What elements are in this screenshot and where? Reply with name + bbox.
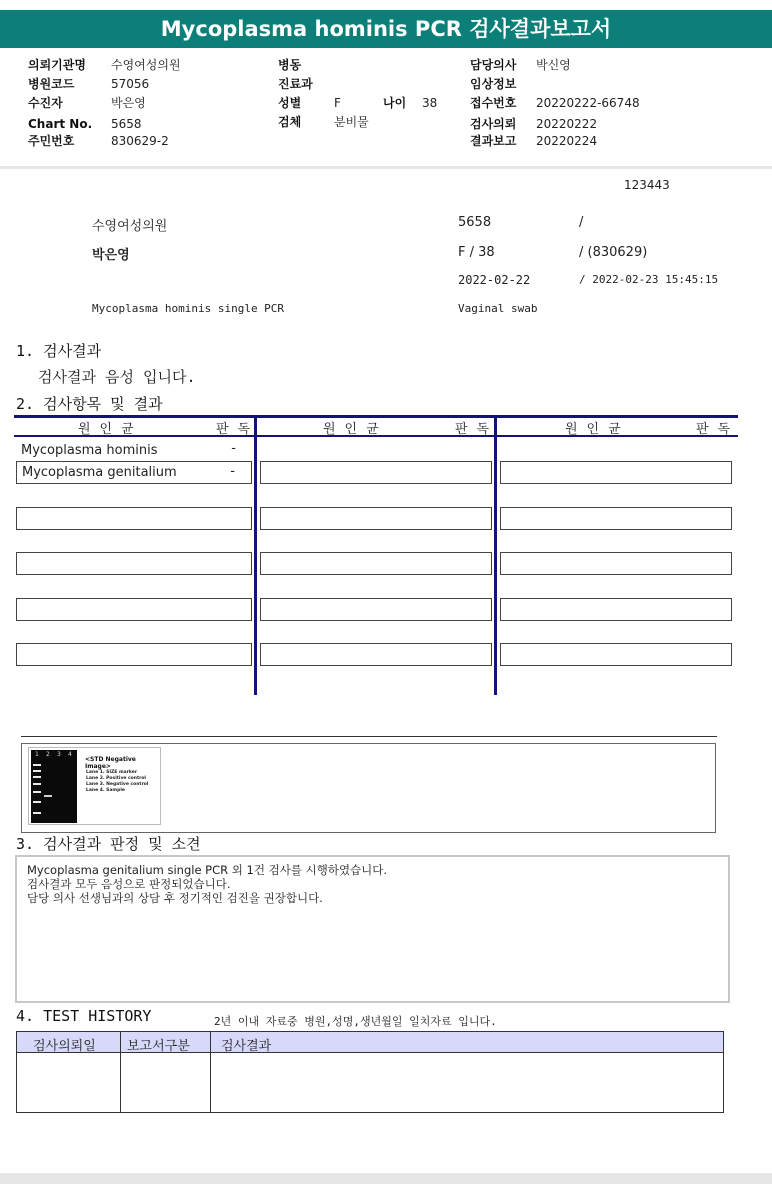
section1-title: 1. 검사결과 [16, 342, 102, 360]
gel-legend-item: Lane 3. Negative control [86, 782, 149, 787]
section3-title: 3. 검사결과 판정 및 소견 [16, 835, 201, 853]
empty-result-cell [260, 598, 492, 621]
empty-result-cell [260, 461, 492, 484]
section4-title: 4. TEST HISTORY [16, 1007, 152, 1025]
info-slash: / [579, 215, 584, 230]
lane-number: 2 [46, 751, 50, 758]
header-label-specimen: 검체 [278, 115, 302, 129]
header-label-clinical-info: 임상정보 [470, 77, 517, 91]
info-report-datetime: / 2022-02-23 15:45:15 [579, 273, 719, 286]
marker-band [33, 770, 41, 772]
header-label-doctor: 담당의사 [470, 58, 517, 72]
opinion-line: 담당 의사 선생님과의 상담 후 정기적인 검진을 권장합니다. [27, 891, 323, 905]
gel-electrophoresis-image [31, 750, 77, 823]
positive-control-band [44, 795, 52, 797]
history-column-divider [120, 1032, 121, 1112]
pathogen-name: Mycoplasma hominis [21, 443, 158, 458]
section2-title: 2. 검사항목 및 결과 [16, 395, 163, 413]
header-value-patient: 박은영 [111, 96, 146, 110]
result-row [16, 440, 252, 462]
lane-number: 1 [35, 751, 39, 758]
empty-result-cell [16, 598, 252, 621]
history-col-result: 검사결과 [221, 1039, 272, 1054]
column-divider-1 [254, 415, 257, 695]
info-chart-no: 5658 [458, 215, 492, 230]
marker-band [33, 801, 41, 803]
header-label-receipt-no: 접수번호 [470, 96, 517, 110]
lane-number: 3 [57, 751, 61, 758]
empty-result-cell [500, 598, 732, 621]
empty-result-cell [16, 643, 252, 666]
info-specimen: Vaginal swab [458, 302, 538, 315]
info-test-name: Mycoplasma hominis single PCR [92, 302, 285, 315]
header-value-age: 38 [422, 96, 438, 110]
header-label-ward: 병동 [278, 58, 302, 72]
header-label-report-date: 결과보고 [470, 134, 517, 148]
header-value-chart-no: 5658 [111, 117, 142, 131]
col-header-pathogen-2: 원인균 [323, 422, 388, 437]
header-value-request-date: 20220222 [536, 117, 598, 131]
gel-legend-item: Lane 2. Positive control [86, 776, 146, 781]
empty-result-cell [16, 552, 252, 575]
empty-result-cell [260, 507, 492, 530]
history-table [16, 1031, 724, 1113]
opinion-line: 검사결과 모두 음성으로 판정되었습니다. [27, 877, 231, 891]
gel-legend-item: Lane 1. SIZE marker [86, 770, 138, 775]
header-label-hospital-code: 병원코드 [28, 77, 75, 91]
gel-divider [21, 736, 717, 737]
empty-result-cell [500, 507, 732, 530]
header-value-clinic: 수영여성의원 [111, 58, 181, 72]
info-request-date: 2022-02-22 [458, 273, 531, 287]
marker-band [33, 776, 41, 778]
header-label-chart-no: Chart No. [28, 117, 93, 131]
col-header-pathogen-1: 원인균 [78, 422, 143, 437]
info-sex-age: F / 38 [458, 245, 495, 260]
gel-caption: <STD Negative Image> [85, 756, 136, 770]
pathogen-result: - [230, 464, 235, 479]
history-col-report-type: 보고서구분 [127, 1039, 190, 1054]
header-label-resident-no: 주민번호 [28, 134, 75, 148]
info-patient: 박은영 [92, 248, 130, 263]
report-title: Mycoplasma hominis PCR 검사결과보고서 [0, 10, 772, 48]
gel-legend-item: Lane 4. Sample [86, 788, 125, 793]
footer-bar [0, 1173, 772, 1184]
header-value-sex: F [334, 96, 341, 110]
marker-band [33, 812, 41, 814]
header-value-resident-no: 830629-2 [111, 134, 169, 148]
lane-number: 4 [68, 751, 72, 758]
info-birth: / (830629) [579, 245, 648, 260]
history-column-divider [210, 1032, 211, 1112]
empty-result-cell [16, 507, 252, 530]
opinion-box [15, 855, 730, 1003]
empty-result-cell [500, 552, 732, 575]
gel-legend [86, 770, 148, 794]
header-label-age: 나이 [383, 96, 407, 110]
marker-band [33, 791, 41, 793]
history-table-header [17, 1032, 723, 1053]
pathogen-result: - [231, 441, 236, 456]
col-header-judgement-3: 판독 [696, 422, 740, 437]
pathogen-name: Mycoplasma genitalium [22, 465, 177, 480]
empty-result-cell [500, 643, 732, 666]
gel-image-card [28, 747, 161, 825]
col-header-judgement-1: 판독 [216, 422, 260, 437]
header-label-patient: 수진자 [28, 96, 63, 110]
header-divider [0, 166, 772, 169]
header-value-report-date: 20220224 [536, 134, 598, 148]
header-value-specimen: 분비물 [334, 115, 369, 129]
header-value-doctor: 박신영 [536, 58, 571, 72]
header-label-dept: 진료과 [278, 77, 313, 91]
empty-result-cell [260, 643, 492, 666]
header-label-request-date: 검사의뢰 [470, 117, 517, 131]
marker-band [33, 764, 41, 766]
empty-result-cell [260, 552, 492, 575]
opinion-line: Mycoplasma genitalium single PCR 외 1건 검사를 시행하였습니다. [27, 863, 388, 877]
col-header-pathogen-3: 원인균 [565, 422, 630, 437]
column-divider-2 [494, 415, 497, 695]
history-col-request-date: 검사의뢰일 [33, 1039, 96, 1054]
info-clinic: 수영여성의원 [92, 219, 168, 234]
history-note: 2년 이내 자료중 병원,성명,생년월일 일치자료 입니다. [214, 1015, 497, 1028]
header-value-receipt-no: 20220222-66748 [536, 96, 640, 110]
marker-band [33, 783, 41, 785]
header-label-sex: 성별 [278, 96, 302, 110]
header-label-clinic: 의뢰기관명 [28, 58, 86, 72]
empty-result-cell [500, 461, 732, 484]
col-header-judgement-2: 판독 [455, 422, 499, 437]
info-code: 123443 [624, 178, 670, 192]
header-value-hospital-code: 57056 [111, 77, 150, 91]
result-summary: 검사결과 음성 입니다. [38, 368, 196, 386]
result-row [16, 461, 252, 484]
